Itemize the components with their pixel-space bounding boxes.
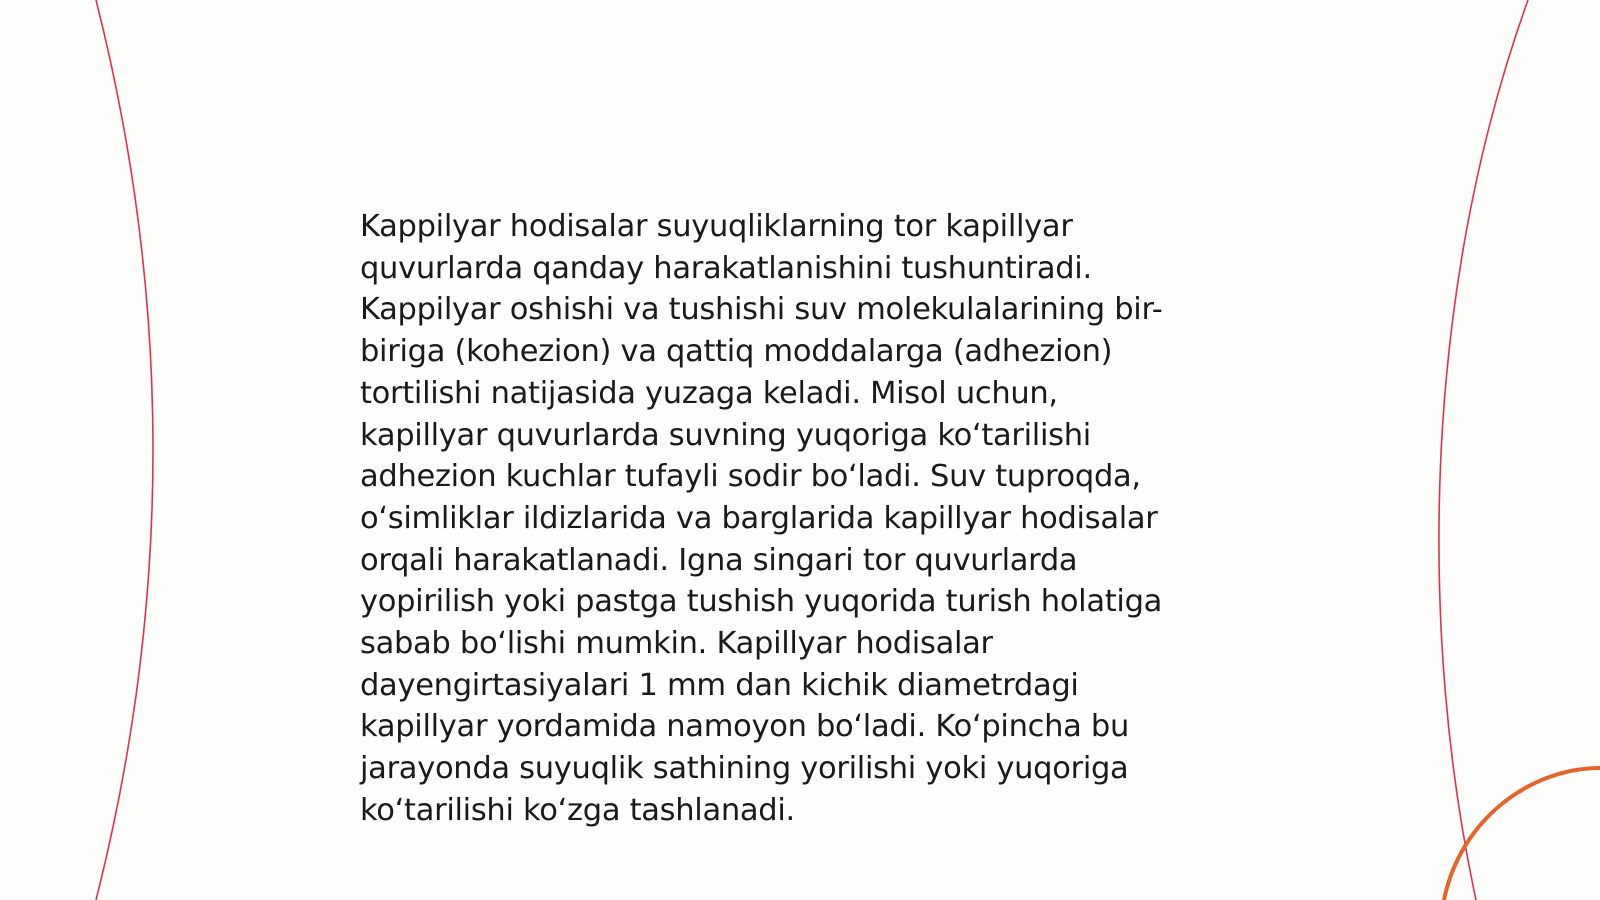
paragraph-line: adhezion kuchlar tufayli sodir bo‘ladi. Suv tuproqda, <box>360 459 1141 495</box>
paragraph-line: tortilishi natijasida yuzaga keladi. Misol uchun, <box>360 375 1058 411</box>
paragraph-line: kapillyar quvurlarda suvning yuqoriga ko‘tarilishi <box>360 417 1091 453</box>
paragraph-line: o‘simliklar ildizlarida va barglarida kapillyar hodisalar <box>360 500 1158 536</box>
paragraph-line: biriga (kohezion) va qattiq moddalarga (adhezion) <box>360 334 1113 370</box>
paragraph-line: dayengirtasiyalari 1 mm dan kichik diametrdagi <box>360 667 1079 703</box>
paragraph-line: orqali harakatlanadi. Igna singari tor quvurlarda <box>360 542 1078 578</box>
left-curve <box>96 0 153 900</box>
paragraph-line: sabab bo‘lishi mumkin. Kapillyar hodisalar <box>360 626 993 662</box>
paragraph-line: kapillyar yordamida namoyon bo‘ladi. Ko‘pincha bu <box>360 709 1129 745</box>
paragraph-line: yopirilish yoki pastga tushish yuqorida turish holatiga <box>360 584 1163 620</box>
right-curve <box>1439 0 1528 900</box>
paragraph-line: quvurlarda qanday harakatlanishini tushuntiradi. <box>360 250 1092 286</box>
body-paragraph <box>360 206 1260 832</box>
paragraph-line: jarayonda suyuqlik sathining yorilishi yoki yuqoriga <box>360 751 1129 787</box>
paragraph-line: Kappilyar oshishi va tushishi suv molekulalarining bir- <box>360 292 1163 328</box>
paragraph-line: Kappilyar hodisalar suyuqliklarning tor kapillyar <box>360 209 1073 244</box>
paragraph-line: ko‘tarilishi ko‘zga tashlanadi. <box>360 792 795 828</box>
accent-arc <box>1444 768 1600 900</box>
